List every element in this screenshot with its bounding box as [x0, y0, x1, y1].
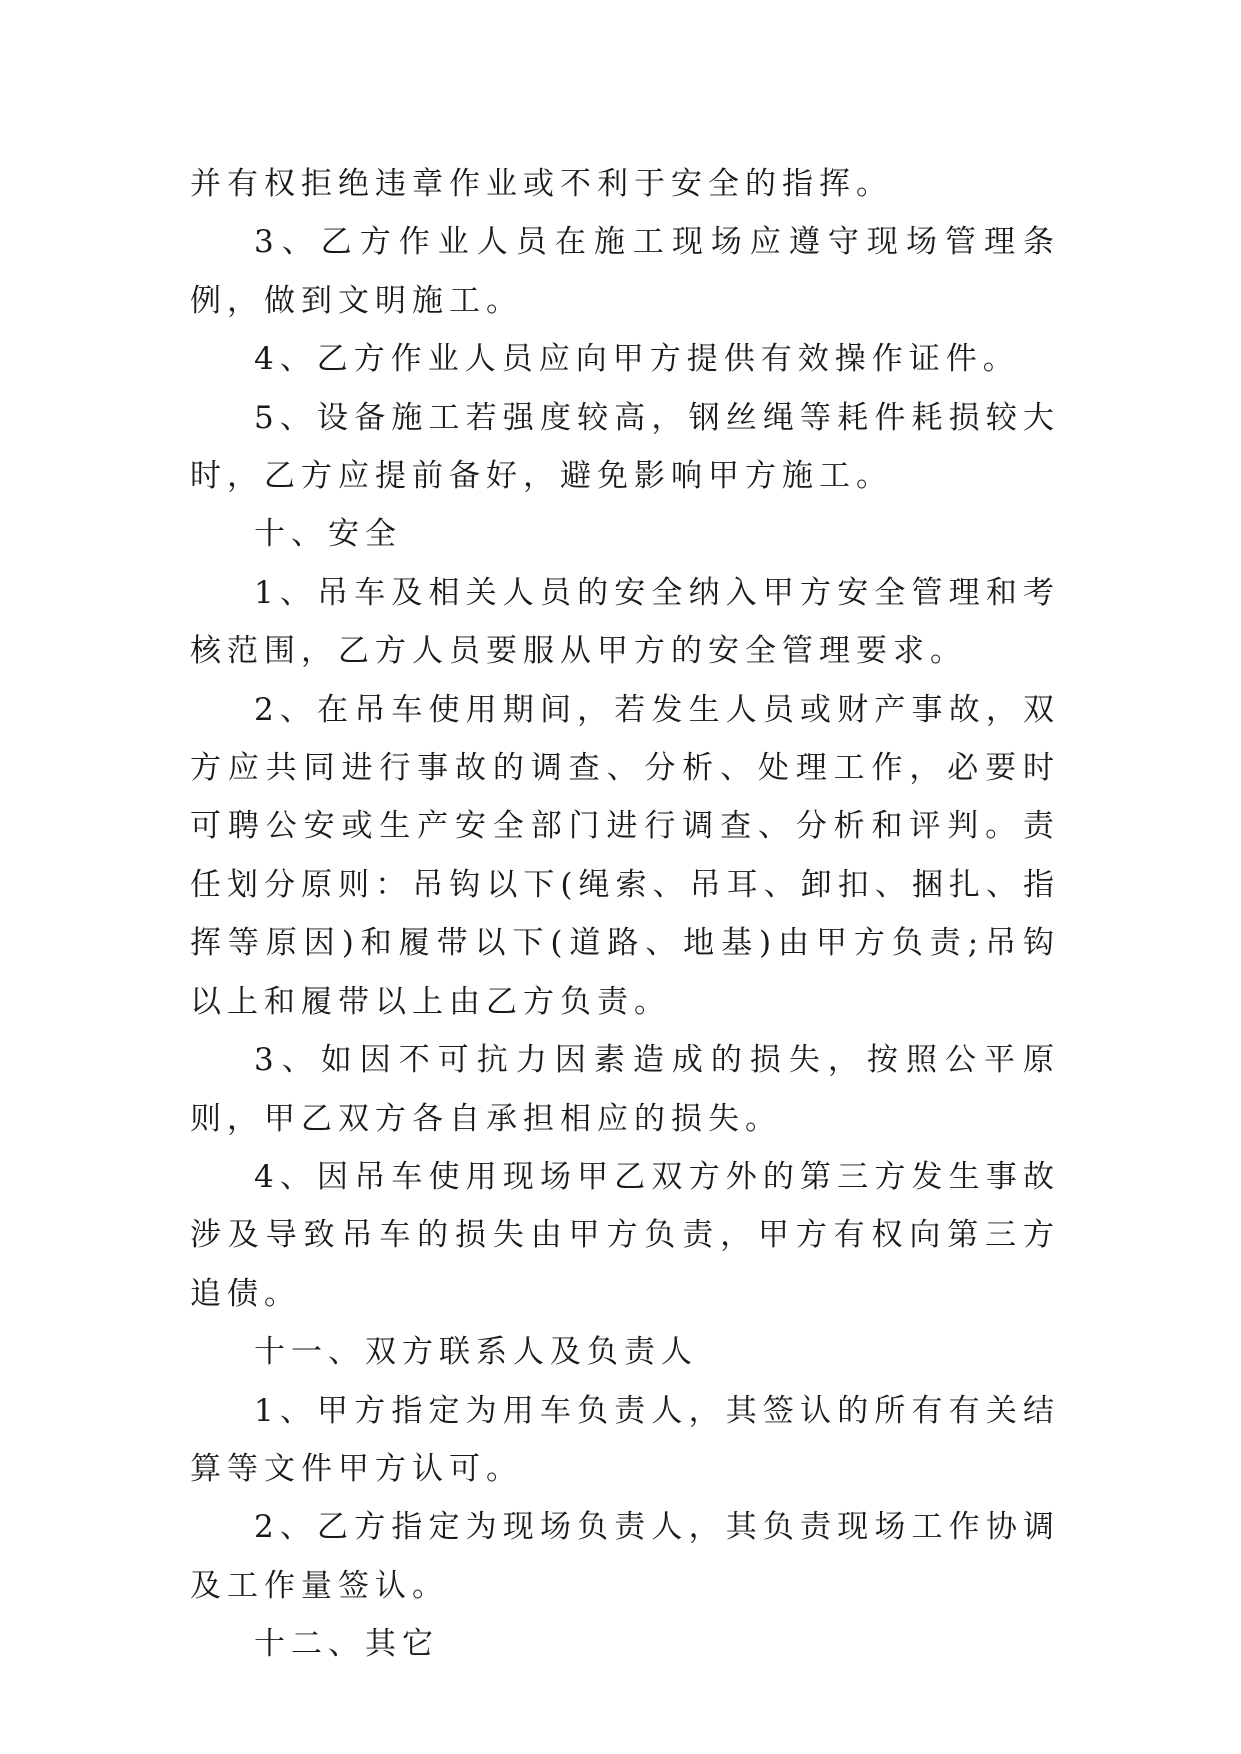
paragraph: 4、乙方作业人员应向甲方提供有效操作证件。	[254, 341, 1020, 378]
paragraph: 3、如因不可抗力因素造成的损失，按照公平原则，甲乙双方各自承担相应的损失。	[190, 1042, 1060, 1137]
paragraph: 并有权拒绝违章作业或不利于安全的指挥。	[190, 166, 893, 202]
paragraph: 1、吊车及相关人员的安全纳入甲方安全管理和考核范围，乙方人员要服从甲方的安全管理要求。	[190, 574, 1060, 670]
paragraph: 5、设备施工若强度较高，钢丝绳等耗件耗损较大时，乙方应提前备好，避免影响甲方施工。	[190, 399, 1060, 495]
paragraph: 4、因吊车使用现场甲乙双方外的第三方发生事故涉及导致吊车的损失由甲方负责，甲方有权向第三方追债。	[190, 1158, 1060, 1312]
section-heading: 十二、其它	[254, 1626, 439, 1663]
paragraph: 2、在吊车使用期间，若发生人员或财产事故，双方应共同进行事故的调查、分析、处理工作，必要时可聘公安或生产安全部门进行调查、分析和评判。责任划分原则：吊钩以下(绳索、吊耳、卸扣、捆扎、指挥等原因)和履带以下(道路、地基)由甲方负责;吊钩以上和履带以上由乙方负责。	[190, 691, 1060, 1020]
section-heading: 十一、双方联系人及负责人	[254, 1334, 698, 1371]
paragraph: 1、甲方指定为用车负责人，其签认的所有有关结算等文件甲方认可。	[190, 1392, 1060, 1487]
paragraph: 3、乙方作业人员在施工现场应遵守现场管理条例，做到文明施工。	[190, 224, 1060, 319]
section-heading: 十、安全	[254, 516, 402, 553]
document-page	[190, 155, 1060, 1674]
paragraph: 2、乙方指定为现场负责人，其负责现场工作协调及工作量签认。	[190, 1509, 1060, 1604]
